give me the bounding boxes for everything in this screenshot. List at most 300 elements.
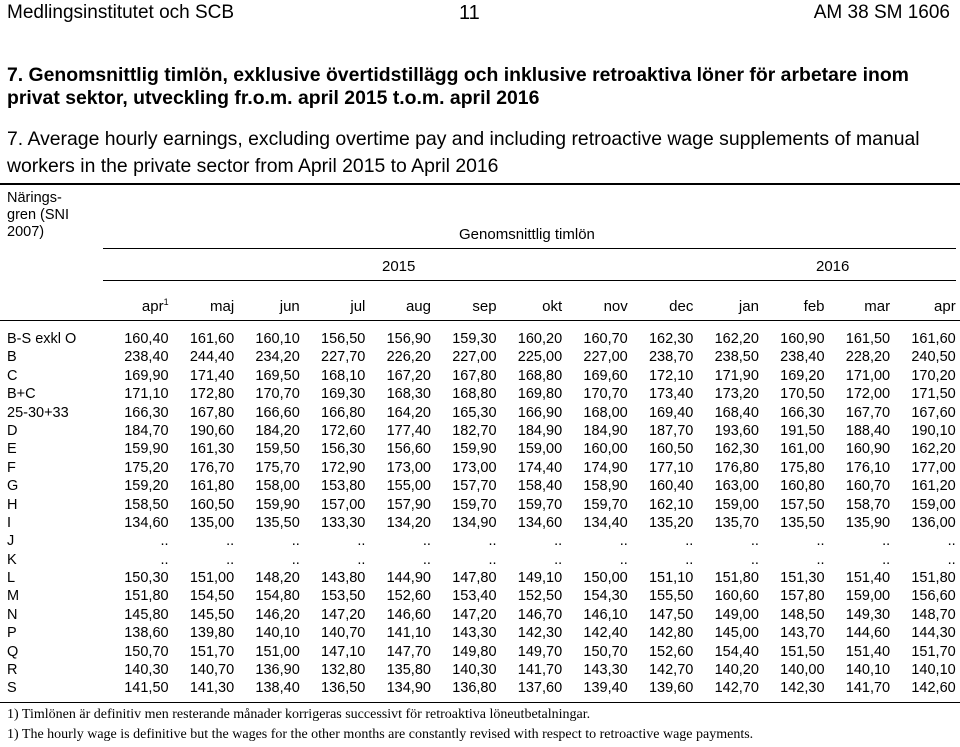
table-cell: .. bbox=[422, 533, 431, 550]
table-cell: 177,10 bbox=[648, 459, 694, 476]
header-left: Medlingsinstitutet och SCB bbox=[7, 2, 235, 23]
table-cell: 155,50 bbox=[648, 588, 694, 605]
table-cell: 151,30 bbox=[780, 570, 825, 587]
table-cell: 173,40 bbox=[648, 386, 694, 403]
table-cell: 166,30 bbox=[124, 404, 169, 421]
table-row bbox=[7, 496, 956, 514]
table-cell: 176,70 bbox=[189, 459, 235, 476]
table-cell: 152,60 bbox=[648, 643, 694, 660]
industry-code: I bbox=[7, 514, 12, 531]
table-cell: 171,00 bbox=[845, 367, 891, 384]
table-cell: 140,20 bbox=[714, 662, 759, 679]
table-cell: 135,90 bbox=[845, 514, 891, 531]
table-cell: 161,60 bbox=[911, 331, 956, 347]
table-row bbox=[7, 404, 956, 422]
table-cell: 140,10 bbox=[911, 662, 956, 679]
industry-code: K bbox=[7, 551, 17, 568]
table-cell: 152,60 bbox=[386, 588, 431, 605]
table-cell: 159,20 bbox=[124, 478, 169, 495]
industry-code: B bbox=[7, 349, 17, 366]
table-cell: 190,60 bbox=[189, 422, 235, 439]
table-cell: 162,30 bbox=[648, 331, 694, 347]
table-cell: .. bbox=[554, 551, 563, 568]
table-cell: .. bbox=[685, 551, 694, 568]
table-cell: 160,90 bbox=[845, 441, 891, 458]
industry-code: M bbox=[7, 588, 20, 605]
table-row bbox=[7, 679, 956, 697]
table-cell: 139,80 bbox=[189, 625, 235, 642]
table-cell: 157,80 bbox=[780, 588, 825, 605]
table-cell: 184,70 bbox=[124, 422, 169, 439]
table-cell: 160,70 bbox=[583, 331, 628, 347]
month-label: nov bbox=[603, 298, 628, 315]
table-cell: 153,50 bbox=[321, 588, 366, 605]
table-cell: 151,00 bbox=[255, 643, 300, 660]
table-cell: .. bbox=[750, 533, 759, 550]
table-cell: 149,30 bbox=[845, 606, 891, 623]
table-cell: 136,90 bbox=[255, 662, 300, 679]
table-cell: 135,70 bbox=[714, 514, 759, 531]
footnote-marker: 1 bbox=[163, 297, 169, 307]
table-row bbox=[7, 643, 956, 661]
table-cell: 176,80 bbox=[714, 459, 759, 476]
table-cell: 154,30 bbox=[583, 588, 628, 605]
table-cell: 147,20 bbox=[321, 606, 366, 623]
table-cell: 136,50 bbox=[321, 680, 366, 697]
footnote-english: 1) The hourly wage is definitive but the wages for the other months are constantly revised with respect to retroactive wage payments. bbox=[7, 727, 754, 742]
table-cell: 168,40 bbox=[714, 404, 759, 421]
table-cell: 140,30 bbox=[452, 662, 497, 679]
span-header: Genomsnittlig timlön bbox=[459, 226, 595, 243]
table-cell: 142,30 bbox=[780, 680, 825, 697]
table-cell: 158,50 bbox=[124, 496, 169, 513]
table-cell: 145,50 bbox=[189, 606, 235, 623]
table-cell: 149,70 bbox=[517, 643, 563, 660]
table-cell: 159,70 bbox=[452, 496, 497, 513]
table-cell: 162,10 bbox=[648, 496, 694, 513]
table-row bbox=[7, 551, 956, 569]
table-cell: 190,10 bbox=[911, 422, 956, 439]
table-cell: 164,20 bbox=[386, 404, 431, 421]
table-cell: 160,90 bbox=[780, 331, 825, 347]
table-cell: 159,00 bbox=[714, 496, 759, 513]
table-cell: 136,00 bbox=[911, 514, 956, 531]
table-cell: 148,20 bbox=[255, 570, 300, 587]
table-cell: 173,20 bbox=[714, 386, 759, 403]
month-label: jan bbox=[738, 298, 759, 315]
table-cell: 142,30 bbox=[517, 625, 563, 642]
table-cell: 144,60 bbox=[845, 625, 891, 642]
table-cell: 228,20 bbox=[845, 349, 891, 366]
table-cell: 174,90 bbox=[583, 459, 628, 476]
table-cell: 172,90 bbox=[321, 459, 366, 476]
table-cell: 227,00 bbox=[452, 349, 497, 366]
table-cell: 173,00 bbox=[386, 459, 431, 476]
year-2016-header: 2016 bbox=[816, 258, 850, 275]
table-cell: 158,70 bbox=[845, 496, 891, 513]
table-cell: 227,00 bbox=[583, 349, 628, 366]
table-cell: 134,40 bbox=[583, 514, 628, 531]
table-cell: 138,60 bbox=[124, 625, 169, 642]
table-cell: 171,40 bbox=[189, 367, 235, 384]
table-cell: .. bbox=[291, 551, 300, 568]
table-row bbox=[7, 422, 956, 440]
table-cell: 147,20 bbox=[452, 606, 497, 623]
table-cell: 141,10 bbox=[386, 625, 431, 642]
table-cell: 143,30 bbox=[452, 625, 497, 642]
table-row bbox=[7, 569, 956, 587]
table-cell: 152,50 bbox=[517, 588, 563, 605]
table-cell: 151,80 bbox=[714, 570, 759, 587]
table-cell: 151,70 bbox=[911, 643, 956, 660]
table-cell: 158,40 bbox=[517, 478, 563, 495]
table-cell: 150,00 bbox=[583, 570, 628, 587]
month-header-5 bbox=[431, 298, 497, 315]
table-cell: .. bbox=[226, 533, 235, 550]
table-cell: 138,40 bbox=[255, 680, 300, 697]
table-cell: 136,80 bbox=[452, 680, 497, 697]
table-cell: 172,80 bbox=[189, 386, 235, 403]
table-cell: 159,70 bbox=[517, 496, 563, 513]
table-cell: 153,40 bbox=[452, 588, 497, 605]
month-header-0 bbox=[103, 298, 169, 315]
table-cell: 141,50 bbox=[124, 680, 169, 697]
table-row bbox=[7, 514, 956, 532]
table-cell: 142,40 bbox=[583, 625, 628, 642]
table-cell: 157,50 bbox=[780, 496, 825, 513]
table-cell: 172,00 bbox=[845, 386, 891, 403]
table-cell: 187,70 bbox=[648, 422, 694, 439]
table-cell: 157,00 bbox=[321, 496, 366, 513]
table-cell: 177,00 bbox=[911, 459, 956, 476]
table-cell: 166,60 bbox=[255, 404, 300, 421]
table-cell: 226,20 bbox=[386, 349, 431, 366]
table-row bbox=[7, 330, 956, 348]
table-cell: 137,60 bbox=[517, 680, 563, 697]
table-cell: 167,80 bbox=[189, 404, 235, 421]
industry-code: H bbox=[7, 496, 18, 513]
table-cell: 151,10 bbox=[648, 570, 694, 587]
table-cell: 167,60 bbox=[911, 404, 956, 421]
table-cell: 169,50 bbox=[255, 367, 300, 384]
table-cell: 135,50 bbox=[255, 514, 300, 531]
table-bottom-rule bbox=[0, 702, 960, 703]
table-cell: 168,00 bbox=[583, 404, 628, 421]
table-cell: 147,50 bbox=[648, 606, 694, 623]
month-header-4 bbox=[365, 298, 431, 315]
month-label: apr bbox=[934, 298, 956, 315]
month-label: okt bbox=[542, 298, 563, 315]
table-cell: 156,60 bbox=[386, 441, 431, 458]
table-cell: 151,40 bbox=[845, 570, 891, 587]
table-title-swedish: 7. Genomsnittlig timlön, exklusive övertidstillägg och inklusive retroaktiva löner för arbetare inom privat sektor, utveckling fr.o.m. april 2015 t.o.m. april 2016 bbox=[7, 64, 909, 109]
table-cell: 238,40 bbox=[780, 349, 825, 366]
table-cell: 161,30 bbox=[189, 441, 235, 458]
table-cell: 153,80 bbox=[321, 478, 366, 495]
table-cell: 162,20 bbox=[714, 331, 759, 347]
table-cell: 167,20 bbox=[386, 367, 431, 384]
table-cell: 140,10 bbox=[255, 625, 300, 642]
table-cell: 160,50 bbox=[189, 496, 235, 513]
table-row bbox=[7, 440, 956, 458]
industry-code: C bbox=[7, 367, 18, 384]
table-cell: 140,00 bbox=[780, 662, 825, 679]
table-cell: 238,50 bbox=[714, 349, 759, 366]
month-header-7 bbox=[562, 298, 628, 315]
table-cell: 140,30 bbox=[124, 662, 169, 679]
table-cell: 161,00 bbox=[780, 441, 825, 458]
table-cell: 169,20 bbox=[780, 367, 825, 384]
table-cell: 154,80 bbox=[255, 588, 300, 605]
table-cell: 175,20 bbox=[124, 459, 169, 476]
table-cell: 172,60 bbox=[321, 422, 366, 439]
table-cell: 145,80 bbox=[124, 606, 169, 623]
table-title-english: 7. Average hourly earnings, excluding overtime pay and including retroactive wage supplements of manual workers in the private sector from April 2015 to April 2016 bbox=[7, 128, 920, 177]
table-cell: 144,90 bbox=[386, 570, 431, 587]
header-right: AM 38 SM 1606 bbox=[813, 2, 950, 23]
table-cell: 156,30 bbox=[321, 441, 366, 458]
table-cell: .. bbox=[947, 533, 956, 550]
table-cell: 167,70 bbox=[845, 404, 891, 421]
table-cell: 160,20 bbox=[517, 331, 563, 347]
table-cell: .. bbox=[882, 551, 891, 568]
table-cell: 151,00 bbox=[189, 570, 235, 587]
table-cell: 175,70 bbox=[255, 459, 300, 476]
table-cell: 156,50 bbox=[321, 331, 366, 347]
month-label: jul bbox=[350, 298, 366, 315]
table-cell: 165,30 bbox=[452, 404, 497, 421]
table-cell: 160,60 bbox=[714, 588, 759, 605]
table-cell: 139,60 bbox=[648, 680, 694, 697]
month-header-2 bbox=[234, 298, 300, 315]
industry-code: L bbox=[7, 570, 16, 587]
table-cell: 166,80 bbox=[321, 404, 366, 421]
month-header-3 bbox=[300, 298, 366, 315]
table-row bbox=[7, 348, 956, 366]
table-cell: .. bbox=[488, 551, 497, 568]
table-cell: 140,70 bbox=[189, 662, 235, 679]
table-cell: 148,70 bbox=[911, 606, 956, 623]
table-cell: .. bbox=[554, 533, 563, 550]
table-cell: 168,30 bbox=[386, 386, 431, 403]
table-cell: 148,50 bbox=[780, 606, 825, 623]
table-cell: 142,60 bbox=[911, 680, 956, 697]
table-cell: .. bbox=[160, 551, 169, 568]
table-cell: 160,80 bbox=[780, 478, 825, 495]
industry-code: B-S exkl O bbox=[7, 331, 77, 347]
table-cell: 166,30 bbox=[780, 404, 825, 421]
industry-code: P bbox=[7, 625, 17, 642]
table-cell: 171,50 bbox=[911, 386, 956, 403]
table-cell: 143,30 bbox=[583, 662, 628, 679]
table-cell: 149,00 bbox=[714, 606, 759, 623]
table-cell: 161,50 bbox=[845, 331, 891, 347]
table-cell: 135,50 bbox=[780, 514, 825, 531]
industry-code: 25-30+33 bbox=[7, 404, 69, 421]
table-cell: .. bbox=[488, 533, 497, 550]
table-cell: 160,40 bbox=[648, 478, 694, 495]
table-cell: 225,00 bbox=[517, 349, 563, 366]
industry-code: S bbox=[7, 680, 17, 697]
table-cell: 159,00 bbox=[517, 441, 563, 458]
table-cell: 141,70 bbox=[517, 662, 563, 679]
month-header-6 bbox=[497, 298, 563, 315]
table-cell: 158,90 bbox=[583, 478, 628, 495]
table-cell: 159,00 bbox=[845, 588, 891, 605]
industry-code: D bbox=[7, 422, 18, 439]
table-cell: 154,50 bbox=[189, 588, 235, 605]
table-cell: 166,90 bbox=[517, 404, 563, 421]
table-cell: 145,00 bbox=[714, 625, 759, 642]
span-header-rule bbox=[103, 248, 956, 249]
table-row bbox=[7, 367, 956, 385]
table-row bbox=[7, 587, 956, 605]
table-cell: 142,70 bbox=[648, 662, 694, 679]
table-cell: 134,90 bbox=[386, 680, 431, 697]
industry-code: F bbox=[7, 459, 16, 476]
industry-code: B+C bbox=[7, 386, 36, 403]
table-cell: 147,70 bbox=[386, 643, 431, 660]
table-cell: 170,70 bbox=[255, 386, 300, 403]
table-top-rule bbox=[0, 183, 960, 185]
table-cell: 159,70 bbox=[583, 496, 628, 513]
table-cell: 173,00 bbox=[452, 459, 497, 476]
table-cell: 151,50 bbox=[780, 643, 825, 660]
table-cell: 134,20 bbox=[386, 514, 431, 531]
industry-code: E bbox=[7, 441, 17, 458]
table-cell: 155,00 bbox=[386, 478, 431, 495]
table-cell: 146,60 bbox=[386, 606, 431, 623]
table-cell: 244,40 bbox=[189, 349, 235, 366]
month-label: aug bbox=[405, 298, 431, 315]
table-cell: 156,90 bbox=[386, 331, 431, 347]
table-cell: .. bbox=[947, 551, 956, 568]
table-cell: 176,10 bbox=[845, 459, 891, 476]
stub-header-line: Närings- bbox=[7, 190, 62, 206]
month-label: jun bbox=[279, 298, 300, 315]
table-cell: 135,80 bbox=[386, 662, 431, 679]
table-cell: 160,40 bbox=[124, 331, 169, 347]
table-cell: 184,20 bbox=[255, 422, 300, 439]
table-cell: .. bbox=[357, 551, 366, 568]
table-cell: 234,20 bbox=[255, 349, 300, 366]
table-cell: 133,30 bbox=[321, 514, 366, 531]
table-row bbox=[7, 606, 956, 624]
table-cell: 159,50 bbox=[255, 441, 300, 458]
month-header-10 bbox=[759, 298, 825, 315]
month-header-9 bbox=[693, 298, 759, 315]
month-label: sep bbox=[472, 298, 497, 315]
table-cell: 151,70 bbox=[189, 643, 235, 660]
table-cell: 162,20 bbox=[911, 441, 956, 458]
month-label: maj bbox=[210, 298, 235, 315]
table-cell: 168,80 bbox=[452, 386, 497, 403]
table-cell: 142,80 bbox=[648, 625, 694, 642]
table-cell: 140,70 bbox=[321, 625, 366, 642]
month-header-1 bbox=[169, 298, 235, 315]
table-row bbox=[7, 477, 956, 495]
table-cell: .. bbox=[750, 551, 759, 568]
year-2015-header: 2015 bbox=[382, 258, 416, 275]
table-row bbox=[7, 532, 956, 550]
table-cell: 143,70 bbox=[780, 625, 825, 642]
table-cell: 134,60 bbox=[517, 514, 563, 531]
footnote-swedish: 1) Timlönen är definitiv men resterande månader korrigeras successivt för retroaktiva löneutbetalningar. bbox=[7, 707, 591, 722]
table-cell: 167,80 bbox=[452, 367, 497, 384]
table-cell: 158,00 bbox=[255, 478, 300, 495]
table-cell: 240,50 bbox=[911, 349, 956, 366]
table-cell: 169,80 bbox=[517, 386, 563, 403]
table-cell: .. bbox=[291, 533, 300, 550]
month-label: apr bbox=[141, 298, 164, 315]
table-cell: .. bbox=[619, 533, 628, 550]
table-cell: 169,60 bbox=[583, 367, 628, 384]
table-cell: 170,50 bbox=[780, 386, 825, 403]
table-cell: 156,60 bbox=[911, 588, 956, 605]
table-cell: .. bbox=[226, 551, 235, 568]
table-cell: 141,70 bbox=[845, 680, 891, 697]
table-cell: 140,10 bbox=[845, 662, 891, 679]
table-cell: 169,30 bbox=[321, 386, 366, 403]
table-cell: 177,40 bbox=[386, 422, 431, 439]
table-cell: 161,60 bbox=[189, 331, 235, 347]
table-cell: 169,40 bbox=[648, 404, 694, 421]
table-cell: 170,20 bbox=[911, 367, 956, 384]
table-cell: .. bbox=[882, 533, 891, 550]
table-cell: 149,80 bbox=[452, 643, 497, 660]
industry-code: G bbox=[7, 478, 19, 495]
table-cell: 171,10 bbox=[124, 386, 169, 403]
table-cell: 154,40 bbox=[714, 643, 759, 660]
table-cell: 175,80 bbox=[780, 459, 825, 476]
table-cell: .. bbox=[685, 533, 694, 550]
table-cell: 160,50 bbox=[648, 441, 694, 458]
table-cell: 161,80 bbox=[189, 478, 235, 495]
table-cell: 172,10 bbox=[648, 367, 694, 384]
table-cell: 135,20 bbox=[648, 514, 694, 531]
table-cell: 168,10 bbox=[321, 367, 366, 384]
table-cell: 151,40 bbox=[845, 643, 891, 660]
table-cell: 171,90 bbox=[714, 367, 759, 384]
table-row bbox=[7, 459, 956, 477]
table-cell: 157,70 bbox=[452, 478, 497, 495]
table-cell: 134,90 bbox=[452, 514, 497, 531]
table-cell: 159,90 bbox=[124, 441, 169, 458]
table-cell: 161,20 bbox=[911, 478, 956, 495]
table-cell: 184,90 bbox=[517, 422, 563, 439]
table-cell: .. bbox=[619, 551, 628, 568]
table-cell: .. bbox=[357, 533, 366, 550]
month-header-rule bbox=[0, 320, 960, 321]
table-cell: 238,40 bbox=[124, 349, 169, 366]
table-cell: 160,10 bbox=[255, 331, 300, 347]
table-cell: 193,60 bbox=[714, 422, 759, 439]
year-header-rule bbox=[103, 280, 956, 281]
table-cell: 150,30 bbox=[124, 570, 169, 587]
table-cell: 159,30 bbox=[452, 331, 497, 347]
table-cell: 147,10 bbox=[321, 643, 366, 660]
table-cell: 143,80 bbox=[321, 570, 366, 587]
table-row bbox=[7, 661, 956, 679]
table-cell: 147,80 bbox=[452, 570, 497, 587]
table-cell: 227,70 bbox=[321, 349, 366, 366]
month-header-11 bbox=[825, 298, 891, 315]
month-label: dec bbox=[669, 298, 694, 315]
table-cell: 144,30 bbox=[911, 625, 956, 642]
stub-header-line: gren (SNI bbox=[7, 207, 70, 223]
table-cell: 162,30 bbox=[714, 441, 759, 458]
table-cell: .. bbox=[160, 533, 169, 550]
